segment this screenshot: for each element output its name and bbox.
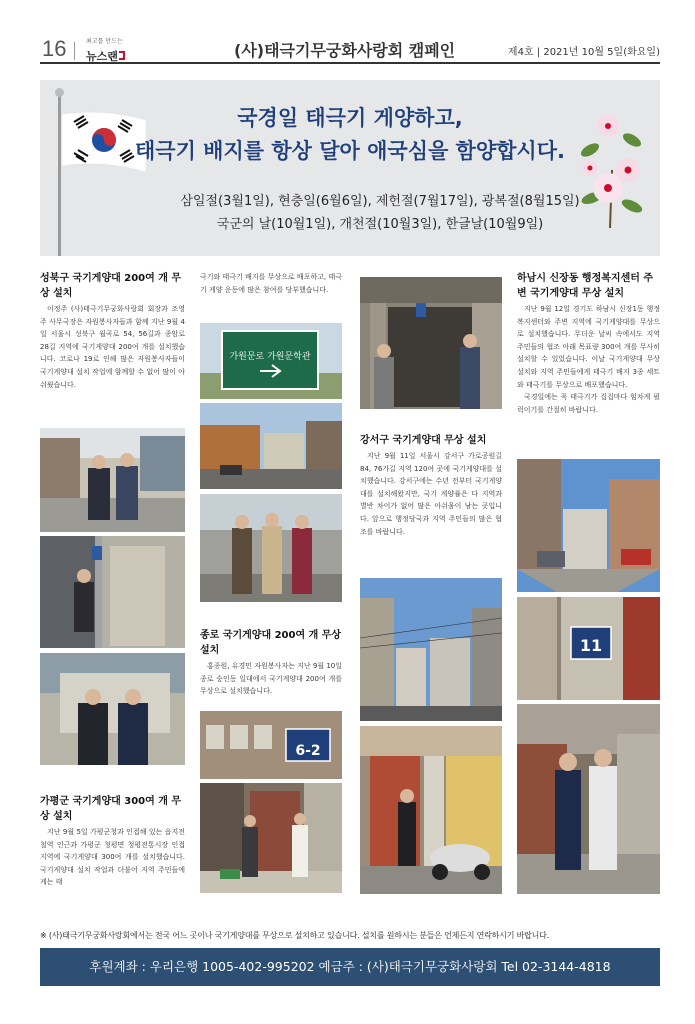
article-gangseo [360,433,502,538]
banner-headline-2: 태극기 배지를 항상 달아 애국심을 함양합시다. [135,139,565,163]
article-headline: 종로 국기게양대 200여 개 무상 설치 [200,630,342,656]
article-headline: 성북구 국기게양대 200여 개 무상 설치 [40,273,182,299]
photo-town-street [200,403,342,489]
road-sign-text: 가원문로 가원문학관 [229,352,311,362]
banner-headline-1: 국경일 태극기 게양하고, [237,106,463,130]
national-holidays-1: 삼일절(3월1일), 현충일(6월6일), 제헌절(7월17일), 광복절(8월15일) [180,194,580,209]
logo-mark-icon [119,51,125,60]
page-header [40,34,660,64]
installation-notice: ※ (사)태극기무궁화사랑회에서는 전국 어느 곳이나 국기게양대를 무상으로 설치하고 있습니다. 설치를 원하시는 분들은 언제든지 연락하시기 바랍니다. [40,931,550,940]
article-gapyeong [40,794,185,889]
photo-alley-buildings [360,578,502,721]
photo-residential-alley [517,459,660,592]
article-body: 지난 9월 11일 서울시 강서구 가로공원길 84, 76가길 지역 120여 곳에 국기게양대를 설치했습니다. 강서구에는 수년 전부터 국기게양대를 설치해왔지만, 국기 게양률은 다 지역과 별반 차이가 없어 많은 아쉬움이 남는 곳입니다. 앞으로 행정당국과 지역 주민들의 많은 협조를 바랍니다. [360,452,502,536]
article-hanam [517,271,660,416]
logo-text: 뉴스랜 [86,50,118,63]
article-continued [200,271,342,296]
photo-address-plate [200,711,342,779]
national-holidays-2: 국군의 날(10월1일), 개천절(10월3일), 한글날(10월9일) [216,217,544,232]
page-title: (사)태극기무궁화사랑회 캠페인 [234,41,456,60]
article-body: 지난 9월 5일 가평군청과 인접해 있는 읍지전철역 인근과 가평군 청평면 청평전통시장 인접 지역에 국기게양대 300여 개를 설치했습니다. 국기게양대 설치 작업과 더불어 지역 주민들에게는 태 [40,828,185,887]
house-number-plate: 11 [579,636,603,655]
article-body: 지난 9월 12일 경기도 하남시 신장1동 행정복지센터와 주변 지역에 국기게양대를 무상으로 설치했습니다. 무더운 날씨 속에서도 지역 주민들의 협조 아래 목표량 300여 개를 무사히 설치할 수 있었습니다. 이날 국기게양대 무상 설치와 지역 주민들에게 태극기 배지 3종 세트와 태극기를 무상으로 배포했습니다. [517,305,660,389]
photo-volunteers-street [40,428,185,532]
header-divider [74,42,75,60]
photo-road-sign [200,323,342,399]
photo-three-volunteers [200,494,342,602]
photo-house-number [517,597,660,700]
article-body: 이정주 (사)태극기무궁화사랑회 회장과 조영주 사무국장은 자원봉사자들과 함께 지난 9월 4일 서울시 성북구 월곡로 54, 56길과 종암로 28길 지역에 국기게양대 200여 개를 설치했습니다. 코로나 19로 인해 많은 자원봉사자들이 국기게양대 설치 작업에 함께할 수 없어 많이 아쉬웠습니다. [40,305,185,389]
campaign-banner [40,80,660,256]
photo-volunteer-scooter [360,726,502,894]
article-body: 극기와 태극기 배지를 무상으로 배포하고, 태극기 게양 운동에 많은 참여를 당부했습니다. [200,273,342,294]
newsland-logo [86,38,125,64]
logo-tagline: 최고를 만드는 [86,38,123,45]
flag-pole-top [55,88,64,97]
issue-date: 제4호 | 2021년 10월 5일(화요일) [507,47,660,58]
photo-gate-installing [360,277,502,409]
article-headline: 하남시 신장동 행정복지센터 주변 국기게양대 무상 설치 [517,273,654,299]
address-plate-number: 6-2 [295,743,321,759]
photo-volunteer-installing [200,783,342,893]
article-headline: 강서구 국기게양대 무상 설치 [360,435,487,446]
article-headline: 가평군 국기게양대 300여 개 무상 설치 [40,796,182,822]
photo-two-volunteers [517,704,660,894]
article-body-closing: 국경일에는 꼭 태극기가 집집마다 힘차게 펄럭이기를 간절히 바랍니다. [517,393,660,414]
mugunghwa-flower-icon [570,110,650,230]
article-seongbuk [40,271,185,391]
photo-building-entrance [40,536,185,648]
photo-volunteers-truck [40,653,185,765]
page-number: 16 [42,36,67,61]
donation-footer: 후원계좌 : 우리은행 1005-402-995202 예금주 : (사)태극기무궁화사랑회 Tel 02-3144-4818 [40,948,660,986]
article-jongno [200,628,342,698]
article-body: 홍종원, 유경민 자원봉사자는 지난 9월 10일 종로 숭인동 일대에서 국기게양대 200여 개를 무상으로 설치했습니다. [200,662,342,696]
